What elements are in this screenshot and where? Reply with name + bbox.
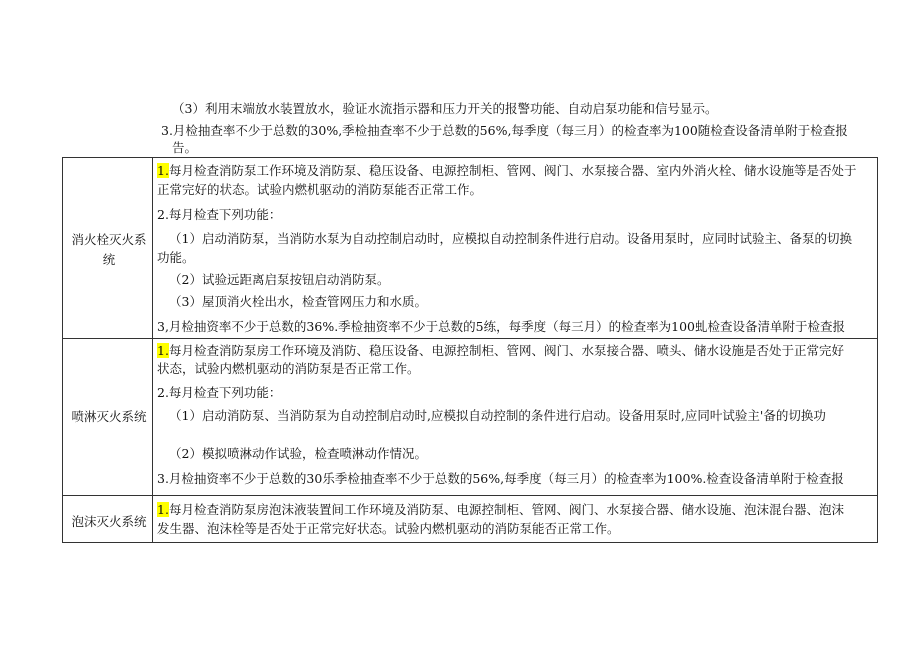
item-1-line-1 xyxy=(157,501,844,519)
row-label-cell xyxy=(63,158,153,338)
preamble-line-2: 3.月检抽查率不少于总数的30%,季检抽查率不少于总数的56%,每季度（每三月）的检查率为100随检查设备清单附于检查报 xyxy=(161,123,848,138)
sub-item-1-line-1: （1）启动消防泵、当消防泵为自动控制启动时,应模拟自动控制的条件进行启动。设备用泵时,应同叶试验主'备的切换功 xyxy=(169,408,826,423)
sub-item-1-line-2: 功能。 xyxy=(157,250,195,265)
item-1-line-1 xyxy=(157,342,844,360)
item-number-highlight: 1. xyxy=(157,343,169,358)
sub-item-1-line-1: （1）启动消防泵，当消防水泵为自动控制启动时，应模拟自动控制条件进行启动。设备用泵时，应同时试验主、备泵的切换 xyxy=(169,231,852,246)
row-label: 消火栓灭火系统 xyxy=(71,232,147,267)
item-text: 每月检查消防泵工作环境及消防泵、稳压设备、电源控制柜、管网、阀门、水泵接合器、室内外消火栓、储水设施等是否处于 xyxy=(168,163,857,178)
table-row-foam-system xyxy=(62,495,878,543)
row-content-cell xyxy=(153,158,877,338)
item-1-line-2: 发生器、泡沫栓等是否处于正常完好状态。试验内燃机驱动的消防泵能否正常工作。 xyxy=(157,521,620,536)
item-2: 2.每月检查下列功能： xyxy=(157,207,282,222)
item-text: 每月检查消防泵房泡沫液装置间工作环境及消防泵、电源控制柜、管网、阀门、水泵接合器、储水设施、泡沫混台器、泡沫 xyxy=(168,502,844,517)
sub-item-3: （3）屋顶消火栓出水，检查管网压力和水质。 xyxy=(169,294,427,309)
row-label: 喷淋灭火系统 xyxy=(71,409,147,424)
item-1-line-2: 状态，试验内燃机驱动的消防泵是否正常工作。 xyxy=(157,361,420,376)
item-text: 每月检查消防泵房工作环境及消防、稳压设备、电源控制柜、管网、阀门、水泵接合器、喷头、储水设施是否处于正常完好 xyxy=(168,343,844,358)
sub-item-2: （2）模拟喷淋动作试验，检查喷淋动作情况。 xyxy=(169,446,427,461)
preamble-line-1: （3）利用末端放水装置放水，验证水流指示器和压力开关的报警功能、自动启泵功能和信号显示。 xyxy=(172,101,718,116)
item-3: 3,月检抽资率不少于总数的36%.季检抽资率不少于总数的5练，每季度（每三月）的检查率为100虬检查设备清单附于检查报 xyxy=(157,319,845,334)
preamble-line-3: 告。 xyxy=(172,140,198,155)
sub-item-2: （2）试验远距离启泵按钮启动消防泵。 xyxy=(169,272,390,287)
item-2: 2.每月检查下列功能： xyxy=(157,385,282,400)
item-1-line-1 xyxy=(157,162,856,180)
table-row-sprinkler-system xyxy=(62,338,878,495)
item-1-line-2: 正常完好的状态。试验内燃机驱动的消防泵能否正常工作。 xyxy=(157,182,483,197)
row-content-cell xyxy=(153,496,877,542)
item-3: 3.月检抽资率不少于总数的30乐季检抽查率不少于总数的56%,每季度（每三月）的检查率为100%.检查设备清单附于检查报 xyxy=(157,471,844,486)
row-label-cell xyxy=(63,339,153,495)
row-label: 泡沫灭火系统 xyxy=(71,514,147,529)
item-number-highlight: 1. xyxy=(157,502,169,517)
row-content-cell xyxy=(153,339,877,495)
item-number-highlight: 1. xyxy=(157,163,169,178)
row-label-cell xyxy=(63,496,153,542)
table-row-hydrant-system xyxy=(62,157,878,338)
